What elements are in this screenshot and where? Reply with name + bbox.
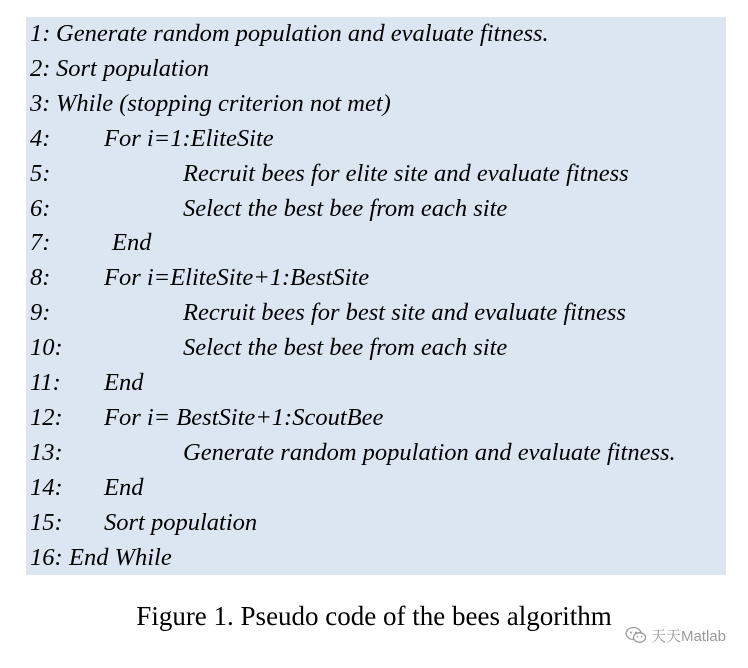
line-text: For i=EliteSite+1:BestSite	[104, 264, 370, 292]
line-text: Sort population	[104, 508, 258, 536]
line-text: For i= BestSite+1:ScoutBee	[104, 403, 384, 431]
line-number: 12:	[30, 403, 63, 431]
line-number: 1:	[30, 20, 51, 47]
line-text: Select the best bee from each site	[183, 194, 508, 222]
figure-caption: Figure 1. Pseudo code of the bees algorithm	[136, 601, 612, 631]
line-number: 2:	[30, 54, 51, 82]
line-number: 7:	[30, 229, 51, 257]
pseudocode-panel	[26, 17, 726, 575]
line-text: End	[112, 229, 152, 257]
line-number: 6:	[30, 194, 51, 222]
wechat-icon	[625, 626, 647, 644]
line-number: 10:	[30, 334, 63, 362]
line-text: Select the best bee from each site	[183, 334, 508, 362]
line-number: 3:	[30, 89, 51, 117]
line-text: While (stopping criterion not met)	[56, 89, 391, 117]
line-number: 4:	[30, 124, 51, 152]
watermark-text: 天天Matlab	[650, 627, 726, 645]
line-number: 14:	[30, 473, 63, 501]
line-text: For i=1:EliteSite	[104, 124, 274, 152]
line-text: Sort population	[56, 54, 210, 82]
line-number: 9:	[30, 299, 51, 327]
line-text: Recruit bees for best site and evaluate fitness	[183, 299, 626, 327]
line-text: Generate random population and evaluate fitness.	[56, 20, 549, 47]
line-text: End While	[69, 543, 172, 571]
line-number: 5:	[30, 159, 51, 187]
line-text: End	[104, 369, 144, 396]
line-number: 15:	[30, 508, 63, 536]
line-number: 11:	[30, 369, 61, 396]
line-number: 13:	[30, 438, 63, 466]
line-text: Recruit bees for elite site and evaluate fitness	[183, 159, 629, 187]
watermark	[625, 624, 726, 646]
line-number: 8:	[30, 264, 51, 292]
line-text: Generate random population and evaluate fitness.	[183, 438, 676, 466]
line-text: End	[104, 473, 144, 501]
line-number: 16:	[30, 543, 63, 571]
